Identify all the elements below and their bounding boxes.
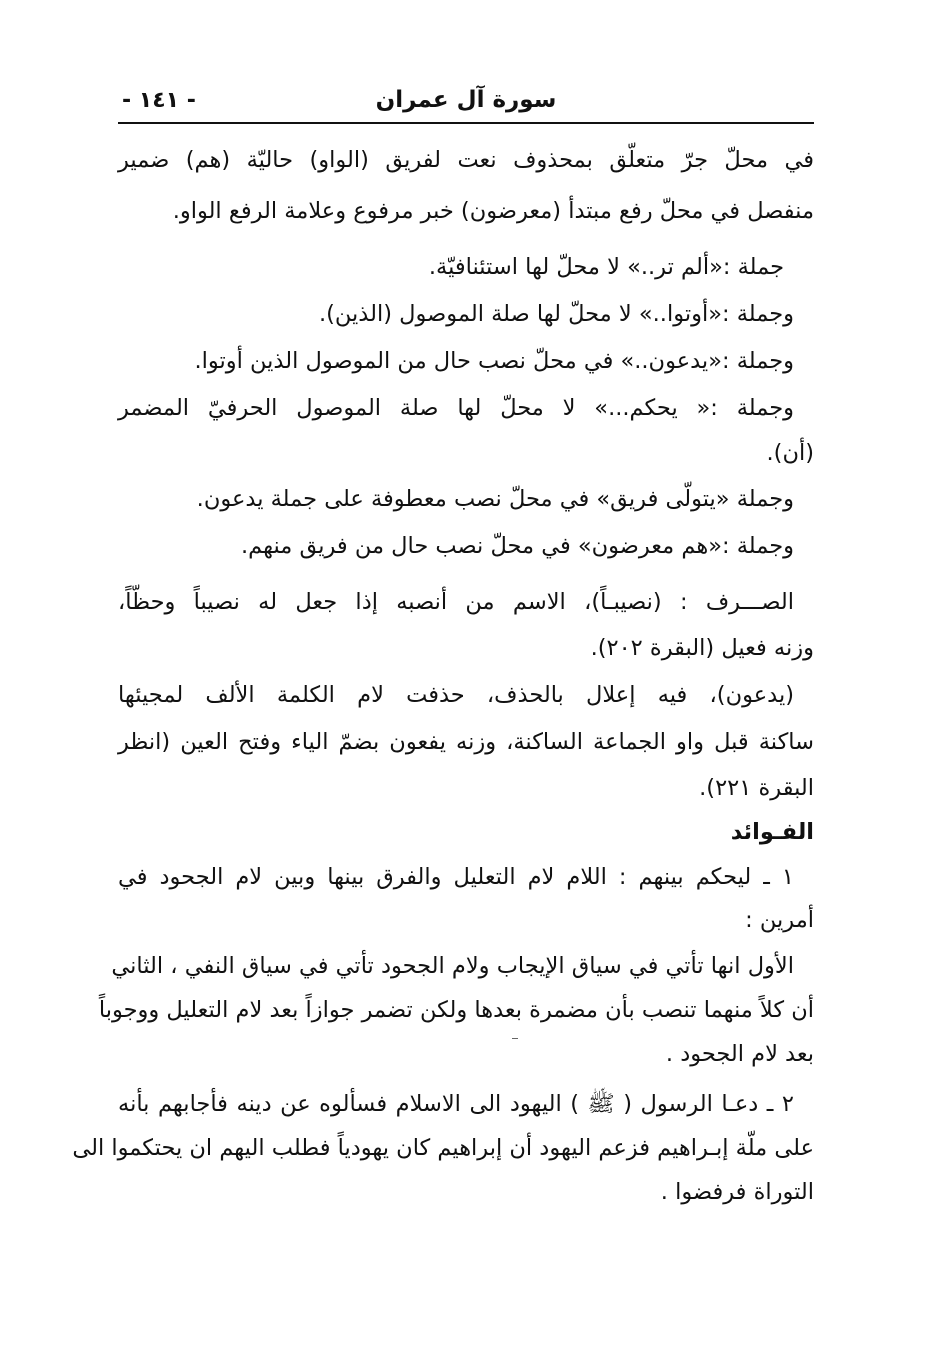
- text-line: وجملة :«يدعون..» في محلّ نصب حال من الموصول الذين أوتوا.: [194, 348, 794, 374]
- section-heading: الفـوائد: [730, 819, 814, 845]
- text-line: (يدعون)، فيه إعلال بالحذف، حذفت لام الكلمة الألف لمجيئها: [118, 682, 794, 708]
- text-line: على ملّة إبـراهيم فزعم اليهود أن إبراهيم كان يهودياً فطلب اليهم ان يحتكموا الى: [72, 1135, 814, 1161]
- text-line: البقرة ٢٢١).: [699, 775, 814, 801]
- text-line: أمرين :: [745, 907, 814, 933]
- text-line: الصـــرف : (نصيبـاً)، الاسم من أنصبه إذا جعل له نصيباً وحظّاً،: [118, 589, 794, 615]
- page-header: [118, 82, 814, 124]
- text-line: الأول انها تأتي في سياق الإيجاب ولام الجحود تأتي في سياق النفي ، الثاني: [111, 953, 794, 979]
- text-line: التوراة فرفضوا .: [660, 1179, 814, 1205]
- text-line: أن كلاً منهما تنصب بأن مضمرة بعدها ولكن تضمر جوازاً بعد لام التعليل ووجوباً: [98, 997, 814, 1023]
- text-line: وجملة :« يحكم...» لا محلّ لها صلة الموصول الحرفيّ المضمر: [118, 395, 794, 421]
- text-line: في محلّ جرّ متعلّق بمحذوف نعت لفريق (الواو) حاليّة (هم) ضمير: [118, 147, 814, 173]
- page-number: - ١٤١ -: [122, 88, 196, 113]
- text-line: منفصل في محلّ رفع مبتدأ (معرضون) خبر مرفوع وعلامة الرفع الواو.: [172, 198, 814, 224]
- text-line: ١ ـ ليحكم بينهم : اللام لام التعليل والفرق بينها وبين لام الجحود في: [118, 864, 794, 890]
- text-line: جملة :«ألم تر..» لا محلّ لها استئنافيّة.: [428, 254, 784, 280]
- text-line: وجملة «يتولّى فريق» في محلّ نصب معطوفة على جملة يدعون.: [196, 486, 794, 512]
- text-line: ساكنة قبل واو الجماعة الساكنة، وزنه يفعون بضمّ الياء وفتح العين (انظر: [118, 729, 814, 755]
- text-line: (أن).: [766, 440, 814, 466]
- running-title: سورة آل عمران: [375, 87, 557, 113]
- text-line: وزنه فعيل (البقرة ٢٠٢).: [590, 635, 814, 661]
- text-line: بعد لام الجحود .: [665, 1041, 814, 1067]
- scan-mark: [512, 1038, 518, 1045]
- text-line: وجملة :«هم معرضون» في محلّ نصب حال من فريق منهم.: [240, 533, 794, 559]
- text-line: وجملة :«أوتوا..» لا محلّ لها صلة الموصول (الذين).: [318, 301, 794, 327]
- text-line: ٢ ـ دعـا الرسول ( ﷺ ) اليهود الى الاسلام فسألوه عن دينه فأجابهم بأنه: [118, 1091, 794, 1117]
